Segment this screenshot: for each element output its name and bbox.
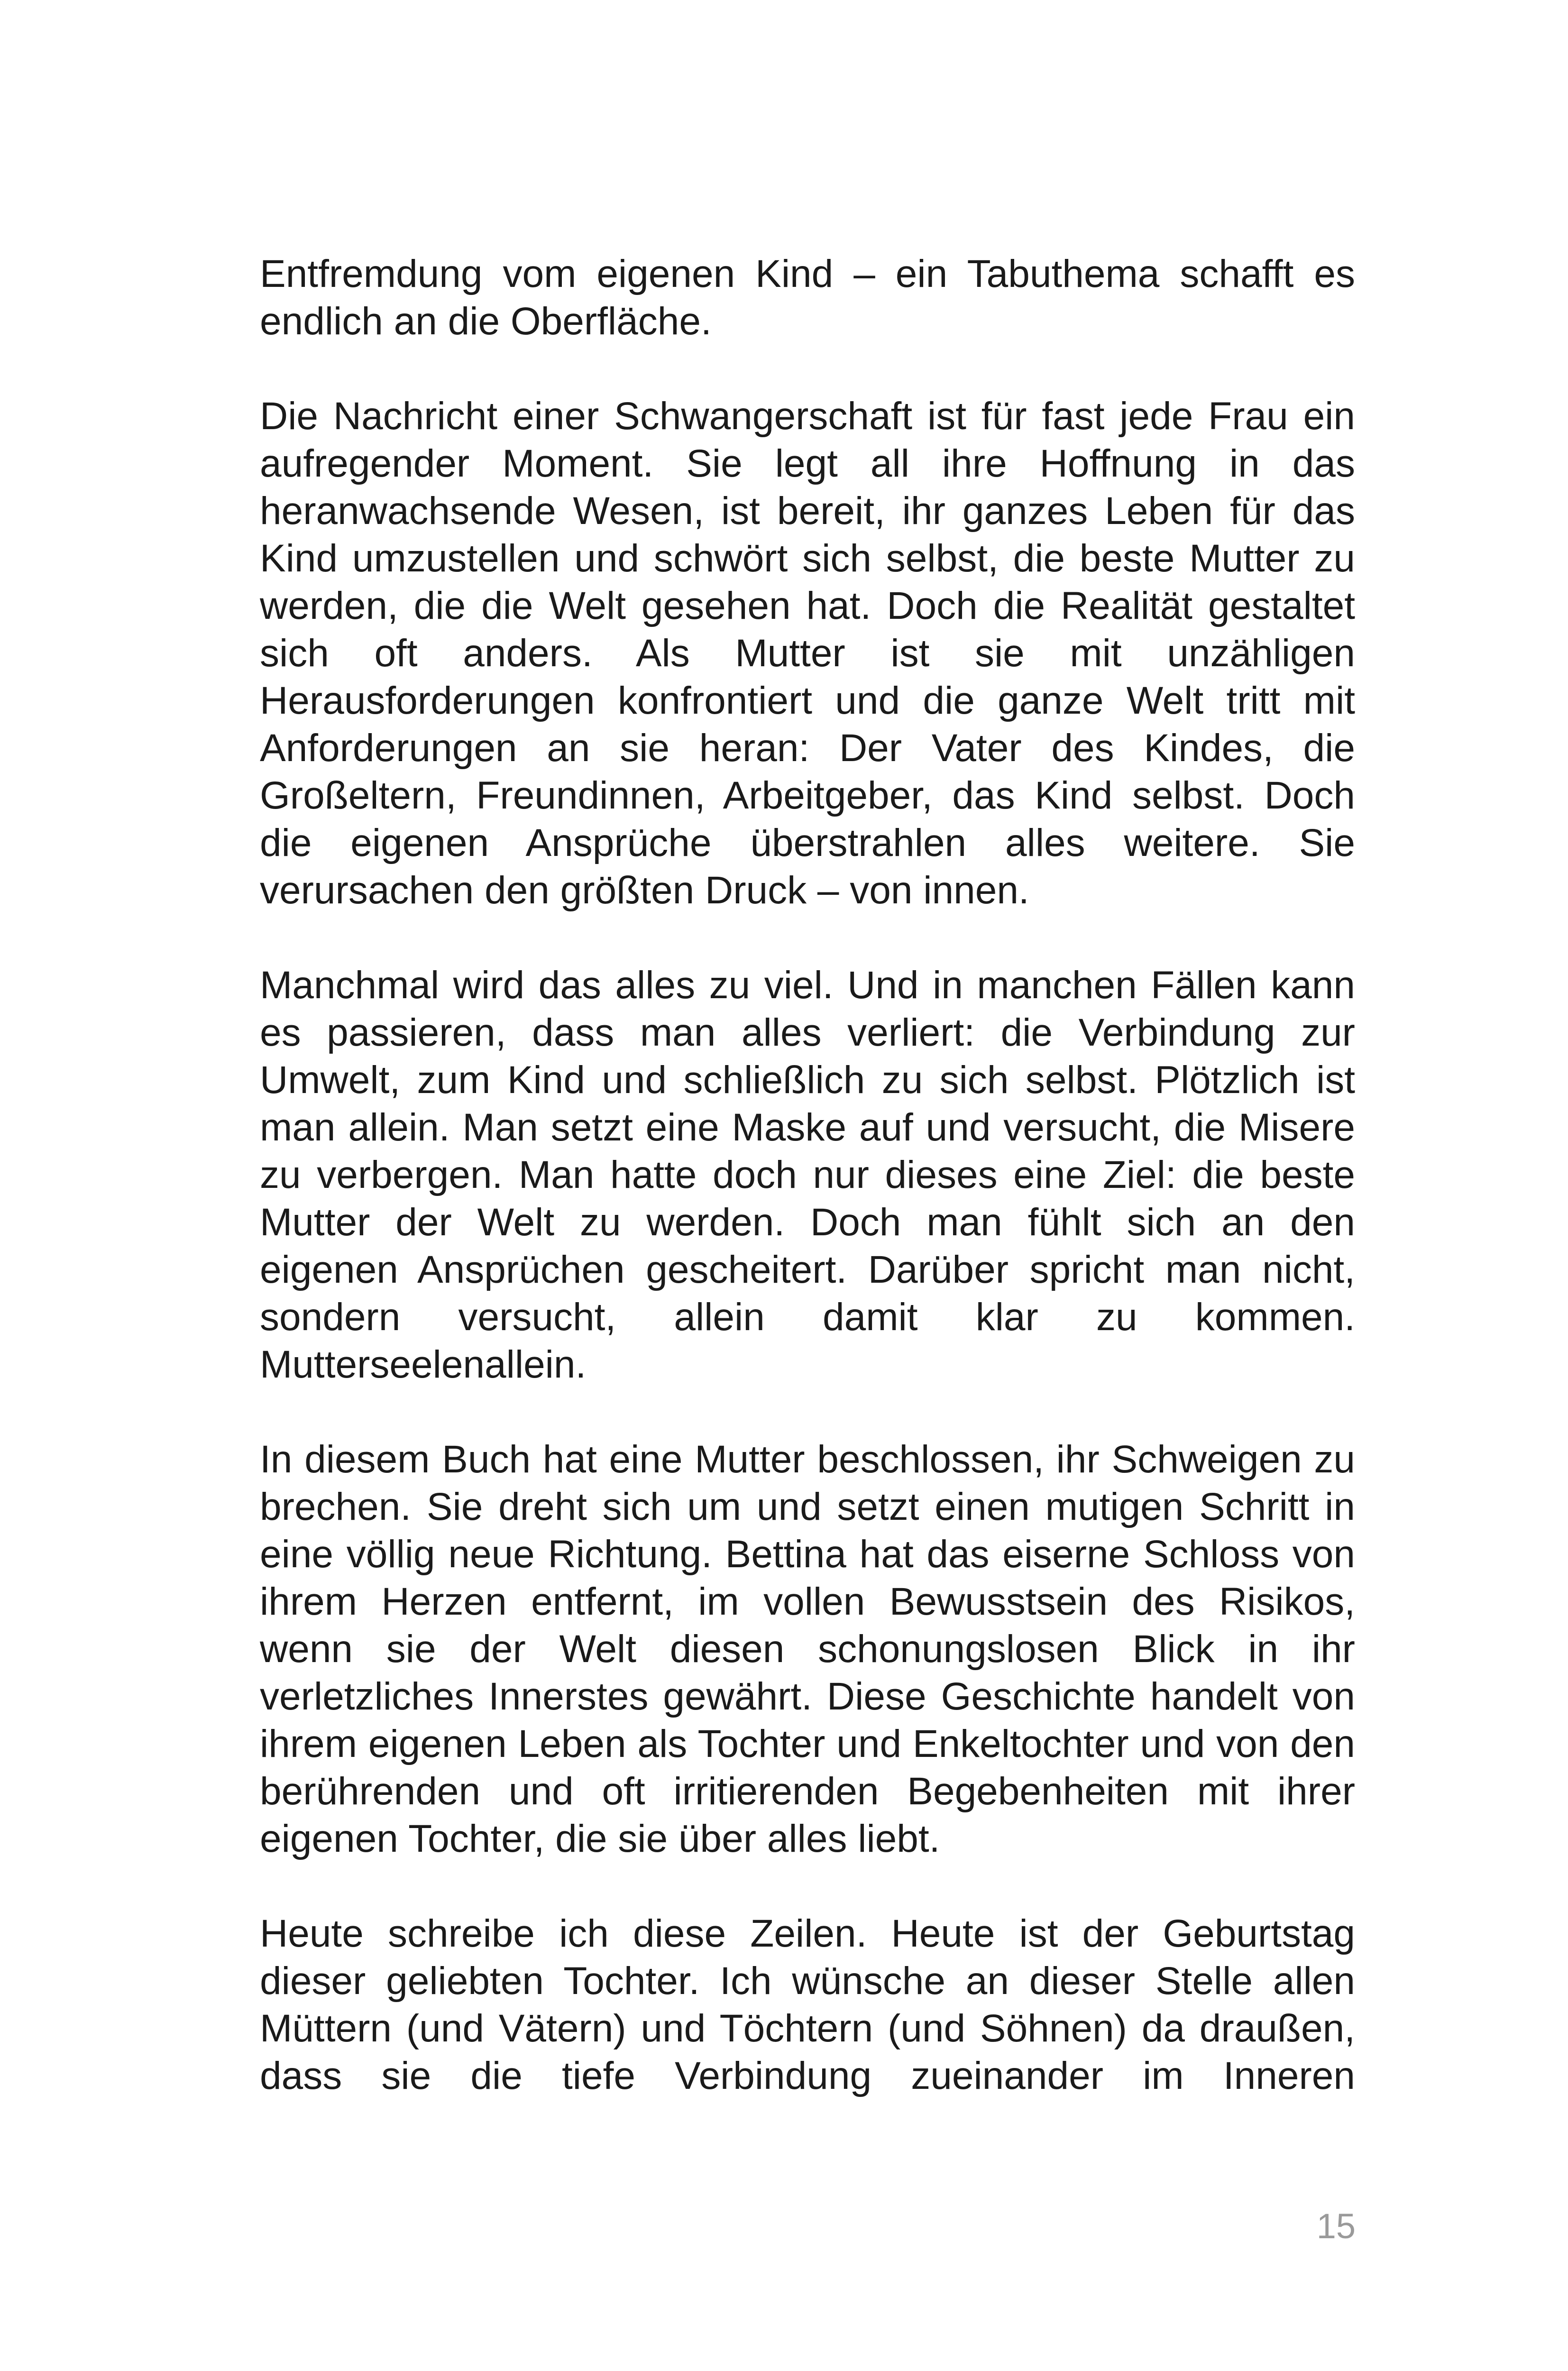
page-number: 15	[1316, 2206, 1356, 2246]
paragraph-2: Die Nachricht einer Schwangerschaft ist für fast jede Frau ein aufregender Moment. Sie legt all ihre Hoffnung in das heranwachsende Wesen, ist bereit, ihr ganzes Leben für das Kind umzustellen und schwört sich selbst, die beste Mutter zu werden, die die Welt gesehen hat. Doch die Realität gestaltet sich oft anders. Als Mutter ist sie mit unzähligen Herausforderungen konfrontiert und die ganze Welt tritt mit Anforderungen an sie heran: Der Vater des Kindes, die Großeltern, Freundinnen, Arbeitgeber, das Kind selbst. Doch die eigenen Ansprüche überstrahlen alles weitere. Sie verursachen den größten Druck – von innen.	[260, 395, 1355, 912]
paragraph-4: In diesem Buch hat eine Mutter beschlossen, ihr Schweigen zu brechen. Sie dreht sich um und setzt einen mutigen Schritt in eine völlig neue Richtung. Bettina hat das eiserne Schloss von ihrem Herzen entfernt, im vollen Bewusstsein des Risikos, wenn sie der Welt diesen schonungslosen Blick in ihr verletzliches Innerstes gewährt. Diese Geschichte handelt von ihrem eigenen Leben als Tochter und Enkeltochter und von den berührenden und oft irritierenden Begebenheiten mit ihrer eigenen Tochter, die sie über alles liebt.	[260, 1438, 1355, 1860]
paragraph-1: Entfremdung vom eigenen Kind – ein Tabuthema schafft es endlich an die Oberfläche.	[260, 252, 1355, 343]
body-text	[260, 250, 1355, 2100]
paragraph-3: Manchmal wird das alles zu viel. Und in manchen Fällen kann es passieren, dass man alles verliert: die Verbindung zur Umwelt, zum Kind und schließlich zu sich selbst. Plötzlich ist man allein. Man setzt eine Maske auf und versucht, die Misere zu verbergen. Man hatte doch nur dieses eine Ziel: die beste Mutter der Welt zu werden. Doch man fühlt sich an den eigenen Ansprüchen gescheitert. Darüber spricht man nicht, sondern versucht, allein damit klar zu kommen. Mutterseelenallein.	[260, 964, 1355, 1386]
paragraph-5: Heute schreibe ich diese Zeilen. Heute ist der Geburtstag dieser geliebten Tochter. Ich wünsche an dieser Stelle allen Müttern (und Vätern) und Töchtern (und Söhnen) da draußen, dass sie die tiefe Verbindung zueinander im Inneren	[260, 1912, 1355, 2097]
